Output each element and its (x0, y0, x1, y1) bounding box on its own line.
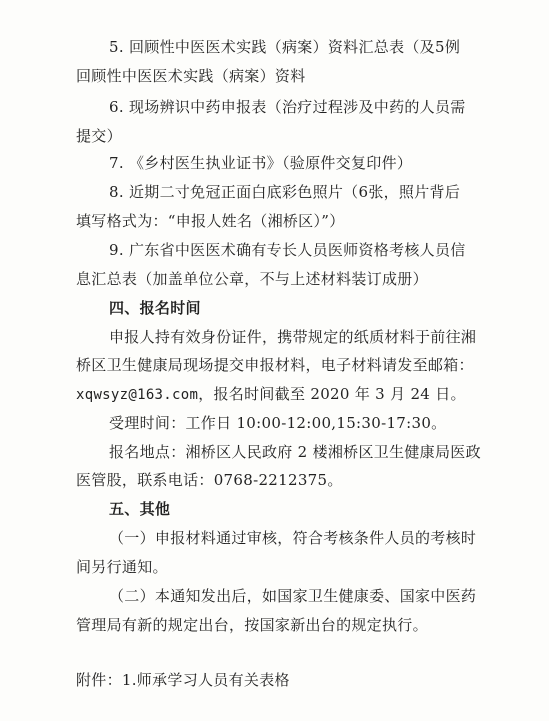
section-4-paragraph-line-3 (76, 384, 466, 405)
item-6-line-2: 提交） (76, 127, 122, 145)
item-8-line-2: 填写格式为：“申报人姓名（湘桥区）”） (76, 212, 345, 230)
item-5-line-1: 5. 回顾性中医医术实践（病案）资料汇总表（及5例 (109, 38, 461, 56)
section-4-paragraph-line-1: 申报人持有效身份证件，携带规定的纸质材料于前往湘 (109, 328, 477, 346)
attachment-note: 附件：1.师承学习人员有关表格 (76, 671, 290, 689)
acceptance-hours: 受理时间：工作日 10:00-12:00,15:30-17:30。 (109, 414, 447, 432)
section-5-item-2-line-2: 管理局有新的规定出台，按国家新出台的规定执行。 (76, 616, 428, 634)
item-9-line-1: 9. 广东省中医医术确有专长人员医师资格考核人员信 (109, 241, 466, 259)
item-8-line-1: 8. 近期二寸免冠正面白底彩色照片（6张，照片背后 (109, 183, 461, 201)
section-5-heading: 五、其他 (109, 500, 171, 518)
registration-place-line-1: 报名地点：湘桥区人民政府 2 楼湘桥区卫生健康局医政 (109, 443, 481, 461)
item-9-line-2: 息汇总表（加盖单位公章，不与上述材料装订成册） (76, 270, 428, 288)
item-7-line-1: 7. 《乡村医生执业证书》（验原件交复印件） (109, 154, 413, 172)
section-5-item-2-line-1: （二）本通知发出后，如国家卫生健康委、国家中医药 (109, 587, 477, 605)
section-5-item-1-line-1: （一）申报材料通过审核，符合考核条件人员的考核时 (109, 529, 477, 547)
item-6-line-1: 6. 现场辨识中药申报表（治疗过程涉及中药的人员需 (109, 98, 466, 116)
deadline-text: ，报名时间截至 2020 年 3 月 24 日。 (198, 385, 466, 403)
section-5-item-1-line-2: 间另行通知。 (76, 558, 168, 576)
section-4-paragraph-line-2: 桥区卫生健康局现场提交申报材料，电子材料请发至邮箱： (76, 356, 474, 374)
email-address: xqwsyz@163.com (76, 387, 199, 403)
section-4-heading: 四、报名时间 (109, 299, 201, 317)
registration-place-line-2: 医管股，联系电话：0768-2212375。 (76, 471, 343, 489)
item-5-line-2: 回顾性中医医术实践（病案）资料 (76, 67, 306, 85)
